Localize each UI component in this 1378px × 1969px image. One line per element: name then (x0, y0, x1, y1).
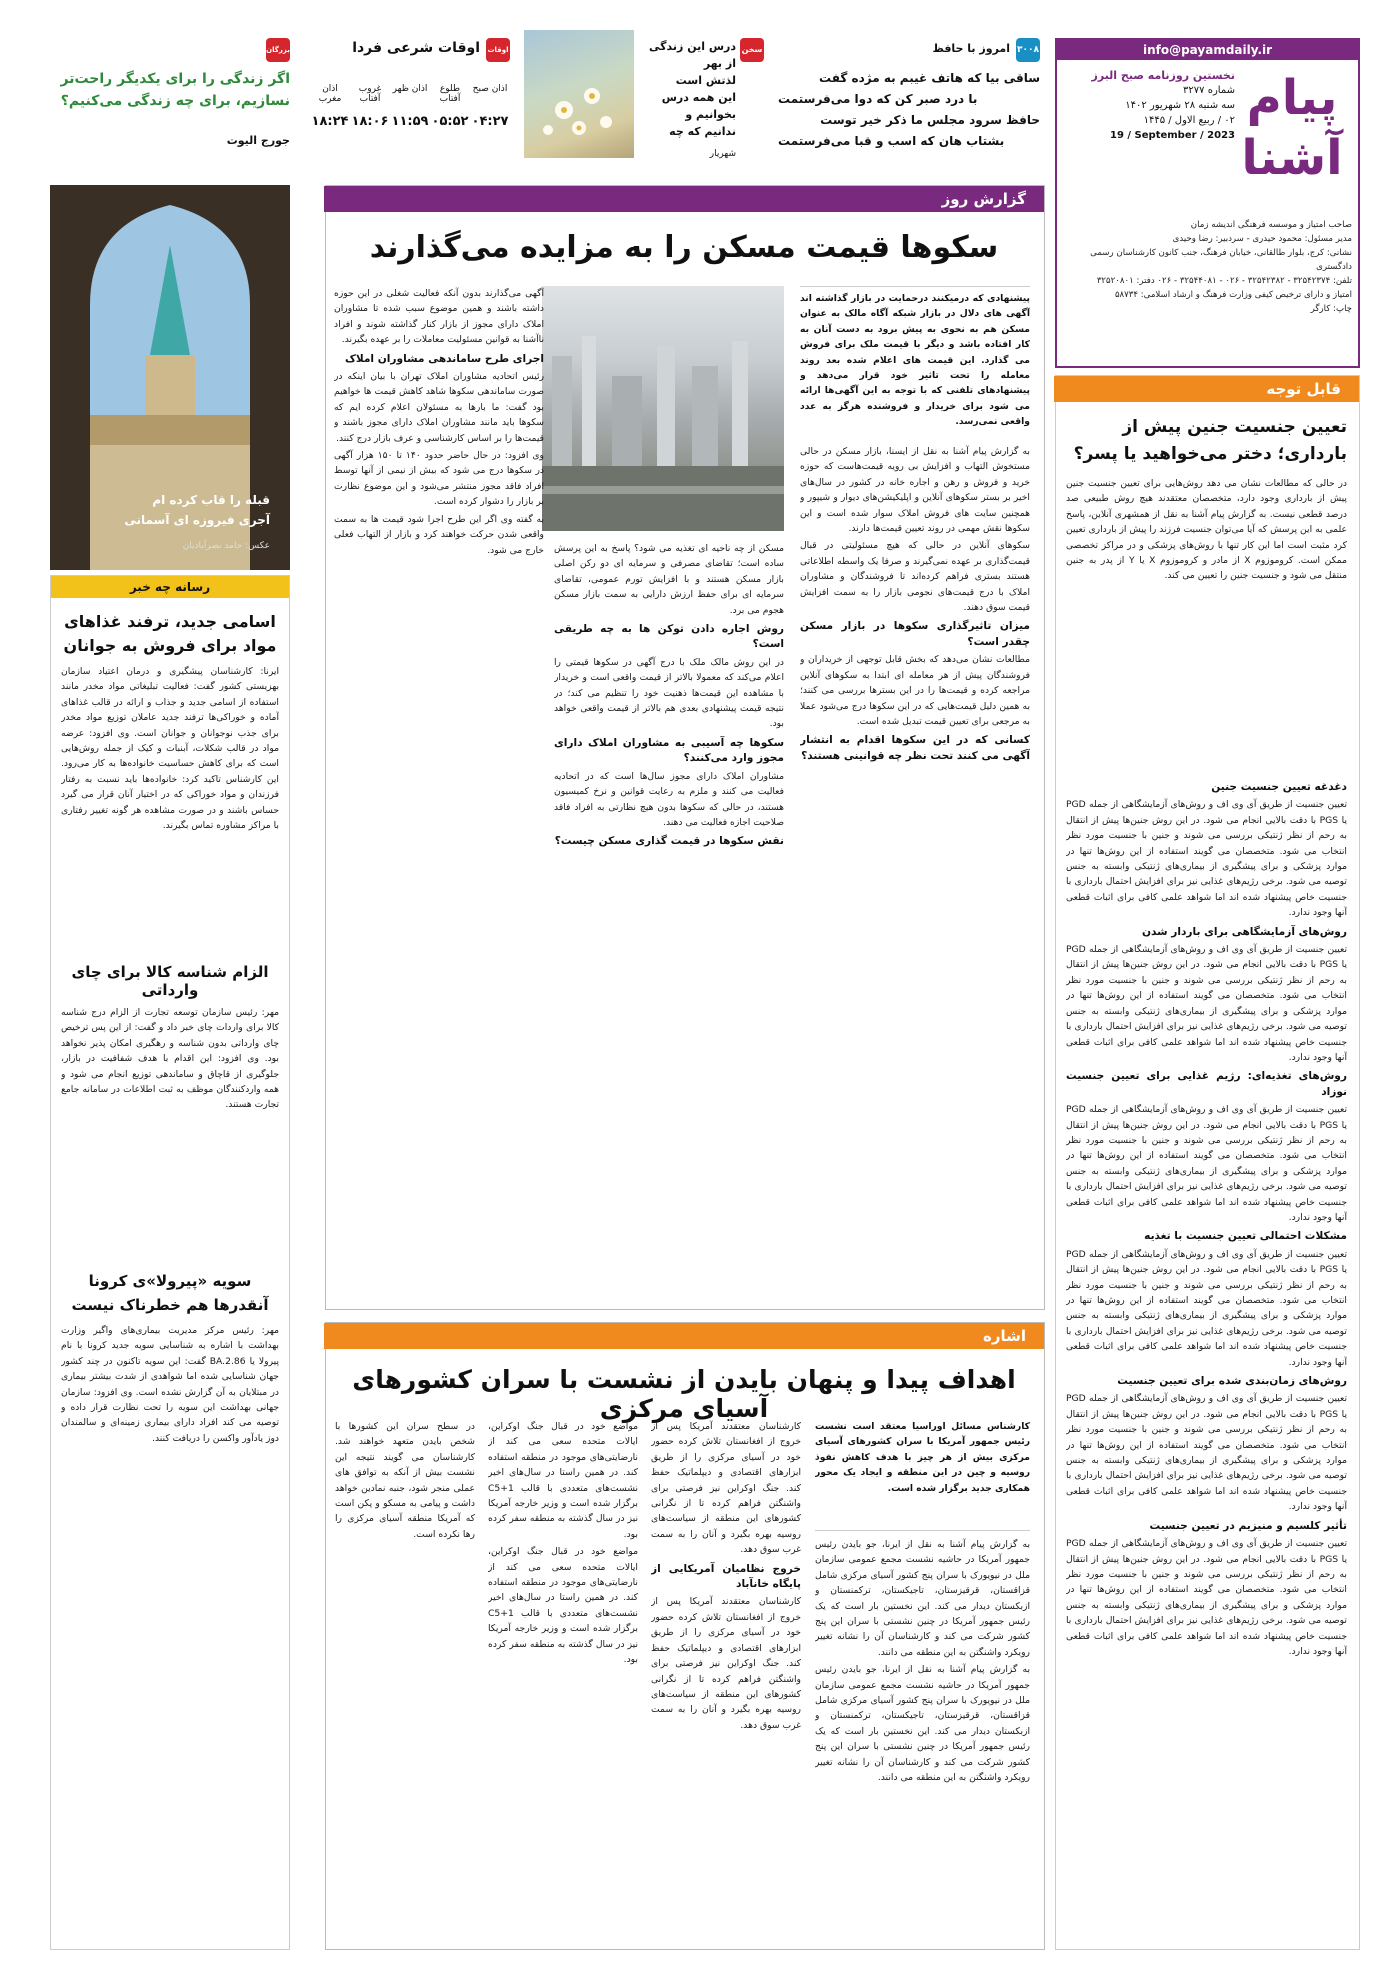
right-headline: تعیین جنسیت جنین پیش از بارداری؛ دختر می‌خواهید یا پسر؟ (1073, 417, 1347, 464)
prayer-badge: اوقات (486, 38, 510, 62)
poem-label: امروز با حافظ (932, 42, 1010, 55)
flower-icon (524, 30, 634, 158)
photo-frame (50, 185, 290, 570)
left-article-3-body: مهر: رئیس مرکز مدیریت بیماری‌های واگیر وزارت بهداشت با اشاره به شناسایی سویه جدید کرونا با نام پیرولا یا BA.2.86 گفت: این سویه تاکنون در چند کشور جهان شناسایی شده اما شواهدی از شدت بیشتر بیماری در مبتلایان به آن گزارش نشده است. وی افزود: سازمان جهانی بهداشت این سویه را تحت نظارت قرار داده و توصیه می کند افراد دارای بیماری زمینه‌ای و سالمندان دوز یادآور واکسن را دریافت کنند. (61, 1325, 279, 1444)
poem-badge: ۳۰۰۸ (1016, 38, 1040, 62)
quote-box (524, 30, 764, 158)
famous-quote-badge: بزرگان (266, 38, 290, 62)
right-body: در حالی که مطالعات نشان می دهد روش‌هایی برای تعیین جنسیت جنین پیش از بارداری وجود دارد، متخصصان معتقدند هیچ روش طبیعی صد درصد قطعی نیست. به گزارش پیام آشنا به نقل از همشهری آنلاین، پاسخ علمی به این پرسش که آیا می‌توان جنسیت فرزند را پیش از بارداری تعیین کرد مثبت است اما این کار تنها با روش‌های پزشکی و در مراکز تخصصی ممکن است. کروموزوم X از مادر و کروموزوم X یا Y از پدر به جنین منتقل می شود و جنسیت جنین را تعیین می کند. (1066, 478, 1347, 582)
flower-photo (524, 30, 634, 158)
bottom-headline: اهداف پیدا و پنهان بایدن از نشست با سران کشورهای آسیای مرکزی (352, 1365, 1016, 1423)
bottom-col-3: مواضع خود در قبال جنگ اوکراین، ایالات متحده سعی می کند از نارضایتی‌های موجود در منطقه استفاده کند. در همین راستا در سال‌های اخیر نشست‌های متعددی با قالب C5+1 برگزار شده است و وزیر خارجه آمریکا نیز در سال گذشته به منطقه سفر کرده بود. مواضع خود در قبال جنگ اوکراین، ایالات متحده سعی می کند از نارضایتی‌های موجود در منطقه استفاده کند. در همین راستا در سال‌های اخیر نشست‌های متعددی با قالب C5+1 برگزار شده است و وزیر خارجه آمریکا نیز در سال گذشته به منطقه سفر کرده بود. (488, 1421, 638, 1666)
tagline: نخستین روزنامه صبح البرز (1091, 69, 1235, 82)
quote-line: ندانیم که چه (669, 125, 736, 138)
left-news-column (50, 575, 290, 1950)
poem-line: حافظ سرود مجلس ما ذکر خیر توست (820, 113, 1040, 127)
photo-credit: عکس: حامد نصرآبادیان (182, 541, 270, 551)
bottom-col-4: در سطح سران این کشورها با شخص بایدن متعهد خواهند شد. کارشناسان می گویند نتیجه این نشست بیش از آنکه به توافق های عملی منجر شود، جنبه نمادین خواهد داشت و پیامی به مسکو و پکن است که آمریکا منطقه آسیای مرکزی را رها نکرده است. (335, 1421, 475, 1540)
prayer-label: طلوع آفتاب (439, 84, 461, 104)
prayer-title: اوقات شرعی فردا (352, 40, 480, 56)
famous-quote (50, 38, 290, 156)
logo: پیام آشنا (1241, 70, 1343, 186)
poem-line: با درد صبر کن که دوا می‌فرستمت (778, 92, 978, 106)
publisher-info: صاحب امتیاز و موسسه فرهنگی اندیشه زمان مدیر مسئول: محمود حیدری - سردبیر: رضا وحیدی نشانی: کرج، بلوار طالقانی، خیابان فرهنگ، جنب کانون کارشناسان رسمی دادگستری تلفن: ۳۲۵۴۲۳۷۴ - ۳۲۵۴۲۳۸۲ - ۰۲۶ - ۳۲۵۴۴۰۸۱ - ۰۲۶ دفتر: ۳۲۵۲۰۸۰۱ امتیاز و دارای ترخیص کیفی وزارت فرهنگ و ارشاد اسلامی: ۵۸۷۳۴ چاپ: کارگر (1090, 220, 1352, 314)
date-hijri: ۰۲ / ربیع الاول / ۱۴۴۵ (1143, 115, 1235, 126)
report-col-3: آگهی می‌گذارند بدون آنکه فعالیت شغلی در این حوزه داشته باشند و همین موضوع سبب شده تا مشاوران املاک دارای مجوز از بازار کنار گذاشته شوند و افراد ناآشنا به قوانین مسئولیت معاملات را بر عهده بگیرند. اجرای طرح ساماندهی مشاوران املاک رئیس اتحادیه مشاوران املاک تهران با بیان اینکه در صورت ساماندهی سکوها شاهد کاهش قیمت ها خواهیم بود گفت: ما بارها به مسئولان اعلام کرده ایم که سکوها باید مانند مشاوران املاک دارای مجوز باشند و قیمت‌ها را بر اساس کارشناسی و عرف بازار درج کنند. وی افزود: در حال حاضر حدود ۱۴۰ تا ۱۵۰ هزار آگهی در سکوها درج می شود که بیش از نیمی از آنها توسط افراد فاقد مجوز منتشر می‌شود و این موضوع نظارت بر بازار را دشوار کرده است. به گفته وی اگر این طرح اجرا شود قیمت ها به سمت واقعی شدن حرکت خواهند کرد و بازار از التهاب فعلی خارج می شود. (334, 288, 544, 556)
quote-line: درس این زندگی از بهر (649, 40, 736, 70)
report-col-1: به گزارش پیام آشنا به نقل از ایسنا، بازار مسکن در حالی مستخوش التهاب و افزایش بی رویه قیمت‌هاست که حوزه خرید و فروش و رهن و اجاره خانه در کشور در سال‌های اخیر بر بستر سکوهای آنلاین و اپلیکیشن‌های دیوار و شیپور و همچنین سایت های فروش املاک سوار شده است و این سکوها نقش مهمی در روند تعیین قیمت‌ها دارند. سکوهای آنلاین در حالی که هیچ مسئولیتی در قبال قیمت‌گذاری بر عهده نمی‌گیرند و صرفا یک واسطه اطلاعاتی هستند بستری فراهم کرده‌اند تا فروشندگان و مشاوران املاک با درج قیمت‌های نجومی بازار را به سمت افزایش قیمت سوق دهند. میزان تاثیرگذاری سکوها در بازار مسکن چقدر است؟ مطالعات نشان می‌دهد که بخش قابل توجهی از خریداران و فروشندگان پیش از هر معامله ای ابتدا به سکوهای آنلاین مراجعه کرده و قیمت‌ها را در این بسترها بررسی می کنند؛ به همین دلیل قیمت‌هایی که در این سکوها درج می‌شود عملا به مرجعی برای تعیین قیمت تبدیل شده است. کسانی که در این سکوها اقدام به انتشار آگهی می کنند تحت نظر چه قوانینی هستند؟ (800, 446, 1030, 762)
report-col-2: مسکن از چه ناحیه ای تغذیه می شود؟ پاسخ به این پرسش ساده است؛ تقاضای مصرفی و سرمایه ای دو رکن اصلی بازار مسکن هستند و با افزایش تورم عمومی، تقاضای سرمایه ای برای حفظ ارزش دارایی به سمت بازار مسکن هجوم می برد. روش اجاره دادن توکن ها به چه طریقی است؟ در این روش مالک ملک با درج آگهی در سکوها قیمتی را اعلام می‌کند که معمولا بالاتر از قیمت واقعی است و خریدار با مشاهده این قیمت‌ها ذهنیت خود را تنظیم می کند؛ در نتیجه قیمت پیشنهادی بعدی هم بالاتر از قیمت واقعی خواهد بود. سکوها چه آسیبی به مشاوران املاک دارای مجوز وارد می‌کنند؟ مشاوران املاک دارای مجوز سال‌ها است که در اتحادیه فعالیت می کنند و ملزم به رعایت قوانین و نرخ کمیسیون هستند، در حالی که سکوها بدون هیچ نظارتی به افراد فاقد صلاحیت اجازه فعالیت می دهند. نقش سکوها در قیمت گذاری مسکن چیست؟ (554, 543, 784, 848)
quote-line: این همه درس بخوانیم و (661, 91, 736, 121)
prayer-label: اذان مغرب (318, 84, 342, 104)
famous-quote-text: اگر زندگی را برای یکدیگر راحت‌تر نسازیم، برای چه زندگی می‌کنیم؟ (60, 71, 290, 109)
poem-line: بشتاب هان که اسب و قبا می‌فرستمت (778, 134, 1005, 148)
city-photo (542, 286, 784, 531)
right-body-2: دغدغه تعیین جنسیت جنین تعیین جنسیت از طریق آی وی اف و روش‌های آزمایشگاهی از جمله PGD یا PGS با دقت بالایی انجام می شود. در این روش جنین‌ها پیش از انتقال به رحم از نظر ژنتیکی بررسی می شوند و جنین با جنسیت مورد نظر انتخاب می شود. متخصصان می گویند استفاده از این روش‌ها تنها در موارد پزشکی و برای پیشگیری از بیماری‌های ژنتیکی وابسته به جنس توصیه می شود. برخی رژیم‌های غذایی نیز برای افزایش احتمال بارداری با جنسیت خاص پیشنهاد شده اند اما شواهد علمی کافی برای اثبات قطعی آنها وجود ندارد. روش‌های آزمایشگاهی برای باردار شدن تعیین جنسیت از طریق آی وی اف و روش‌های آزمایشگاهی از جمله PGD یا PGS با دقت بالایی انجام می شود. در این روش جنین‌ها پیش از انتقال به رحم از نظر ژنتیکی بررسی می شوند و جنین با جنسیت مورد نظر انتخاب می شود. متخصصان می گویند استفاده از این روش‌ها تنها در موارد پزشکی و برای پیشگیری از بیماری‌های ژنتیکی وابسته به جنس توصیه می شود. برخی رژیم‌های غذایی نیز برای افزایش احتمال بارداری با جنسیت خاص پیشنهاد شده اند اما شواهد علمی کافی برای اثبات قطعی آنها وجود ندارد. روش‌های تغذیه‌ای: رژیم غذایی برای تعیین جنسیت نوزاد تعیین جنسیت از طریق آی وی اف و روش‌های آزمایشگاهی از جمله PGD یا PGS با دقت بالایی انجام می شود. در این روش جنین‌ها پیش از انتقال به رحم از نظر ژنتیکی بررسی می شوند و جنین با جنسیت مورد نظر انتخاب می شود. متخصصان می گویند استفاده از این روش‌ها تنها در موارد پزشکی و برای پیشگیری از بیماری‌های ژنتیکی وابسته به جنس توصیه می شود. برخی رژیم‌های غذایی نیز برای افزایش احتمال بارداری با جنسیت خاص پیشنهاد شده اند اما شواهد علمی کافی برای اثبات قطعی آنها وجود ندارد. مشکلات احتمالی تعیین جنسیت با تغذیه تعیین جنسیت از طریق آی وی اف و روش‌های آزمایشگاهی از جمله PGD یا PGS با دقت بالایی انجام می شود. در این روش جنین‌ها پیش از انتقال به رحم از نظر ژنتیکی بررسی می شوند و جنین با جنسیت مورد نظر انتخاب می شود. متخصصان می گویند استفاده از این روش‌ها تنها در موارد پزشکی و برای پیشگیری از بیماری‌های ژنتیکی وابسته به جنس توصیه می شود. برخی رژیم‌های غذایی نیز برای افزایش احتمال بارداری با جنسیت خاص پیشنهاد شده اند اما شواهد علمی کافی برای اثبات قطعی آنها وجود ندارد. روش‌های زمان‌بندی شده برای تعیین جنسیت تعیین جنسیت از طریق آی وی اف و روش‌های آزمایشگاهی از جمله PGD یا PGS با دقت بالایی انجام می شود. در این روش جنین‌ها پیش از انتقال به رحم از نظر ژنتیکی بررسی می شوند و جنین با جنسیت مورد نظر انتخاب می شود. متخصصان می گویند استفاده از این روش‌ها تنها در موارد پزشکی و برای پیشگیری از بیماری‌های ژنتیکی وابسته به جنس توصیه می شود. برخی رژیم‌های غذایی نیز برای افزایش احتمال بارداری با جنسیت خاص پیشنهاد شده اند اما شواهد علمی کافی برای اثبات قطعی آنها وجود ندارد. تأثیر کلسیم و منیزیم در تعیین جنسیت تعیین جنسیت از طریق آی وی اف و روش‌های آزمایشگاهی از جمله PGD یا PGS با دقت بالایی انجام می شود. در این روش جنین‌ها پیش از انتقال به رحم از نظر ژنتیکی بررسی می شوند و جنین با جنسیت مورد نظر انتخاب می شود. متخصصان می گویند استفاده از این روش‌ها تنها در موارد پزشکی و برای پیشگیری از بیماری‌های ژنتیکی وابسته به جنس توصیه می شود. برخی رژیم‌های غذایی نیز برای افزایش احتمال بارداری با جنسیت خاص پیشنهاد شده اند اما شواهد علمی کافی برای اثبات قطعی آنها وجود ندارد. (1066, 781, 1347, 1657)
left-section-tab: رسانه چه خبر (51, 576, 289, 598)
photo-caption-1: قبله را قاب کرده ام (152, 493, 270, 507)
email-bar[interactable]: info@payamdaily.ir (1057, 40, 1358, 60)
main-report (325, 185, 1045, 1310)
poem-box (778, 38, 1040, 156)
right-section-tab: قابل توجه (1054, 376, 1359, 402)
bottom-lead: کارشناس مسائل اوراسیا معتقد است نشست رئیس جمهور آمریکا با سران کشورهای آسیای مرکزی بیش از هر چیز با هدف کاهش نفوذ روسیه و چین در این منطقه و ایجاد یک محور همکاری جدید برگزار شده است. (815, 1419, 1030, 1531)
prayer-value: ۱۸:۰۶ (351, 114, 389, 129)
quote-line: لذتش است (675, 74, 736, 87)
prayer-label: غروب آفتاب (358, 84, 382, 104)
report-headline: سکوها قیمت مسکن را به مزایده می‌گذارند (369, 230, 999, 265)
report-section-tab: گزارش روز (324, 186, 1044, 212)
date-persian: سه شنبه ۲۸ شهریور ۱۴۰۲ (1125, 100, 1235, 111)
quote-badge: سخن (740, 38, 764, 62)
masthead (1055, 38, 1360, 368)
issue-number: شماره ۳۲۷۷ (1183, 85, 1235, 96)
photo-caption-2: آجری فیروزه ای آسمانی (124, 513, 270, 527)
prayer-value: ۱۱:۵۹ (391, 114, 429, 129)
bottom-article (325, 1322, 1045, 1950)
left-article-2-body: مهر: رئیس سازمان توسعه تجارت از الزام درج شناسه کالا برای واردات چای خبر داد و گفت: از این پس ترخیص چای وارداتی بدون شناسه و رهگیری امکان پذیر نخواهد بود. وی افزود: این اقدام با هدف شفافیت در بازار، جلوگیری از قاچاق و ساماندهی توزیع انجام می شود و همه واردکنندگان موظف به ثبت اطلاعات در سامانه جامع تجارت هستند. (61, 1007, 279, 1111)
left-article-1-body: ایرنا: کارشناسان پیشگیری و درمان اعتیاد سازمان بهزیستی کشور گفت: فعالیت تبلیغاتی مواد مخدر مانند استفاده از اسامی جدید و جذاب و ارائه در قالب غذاهای آماده و خوراکی‌ها ترفند جدید عاملان توزیع مواد مخدر برای جذب نوجوانان و جوانان است. وی افزود: عرضه مواد در قالب شکلات، آبنبات و کیک از جمله روش‌هایی است که برای کاهش حساسیت خانواده‌ها به کار می‌رود. این کارشناس تاکید کرد: خانواده‌ها باید نسبت به رفتار فرزندان و مواد خوراکی که در اختیار آنان قرار می گیرد حساس باشند و در صورت مشاهده هر گونه تغییر رفتاری با مراکز مشاوره تماس بگیرند. (61, 666, 279, 832)
prayer-value: ۱۸:۲۴ (311, 114, 349, 129)
prayer-value: ۰۴:۲۷ (471, 114, 509, 129)
left-article-2-title: الزام شناسه کالا برای چای وارداتی (71, 963, 269, 999)
poem-line: ساقی بیا که هاتف غیبم به مژده گفت (819, 71, 1040, 85)
city-skyline-icon (542, 286, 784, 531)
famous-quote-author: جورج الیوت (226, 134, 290, 147)
left-article-1-title: اسامی جدید، ترفند غذاهای مواد برای فروش به جوانان (63, 612, 277, 655)
bottom-col-1: به گزارش پیام آشنا به نقل از ایرنا، جو بایدن رئیس جمهور آمریکا در حاشیه نشست مجمع عمومی سازمان ملل در نیویورک با سران پنج کشور آسیای مرکزی شامل قزاقستان، قرقیزستان، تاجیکستان، ترکمنستان و ازبکستان دیدار می کند. این نخستین بار است که یک رئیس جمهور آمریکا در چنین نشستی با سران این پنج کشور شرکت می کند و کارشناسان آن را نشانه تغییر رویکرد واشنگتن به این منطقه می دانند. به گزارش پیام آشنا به نقل از ایرنا، جو بایدن رئیس جمهور آمریکا در حاشیه نشست مجمع عمومی سازمان ملل در نیویورک با سران پنج کشور آسیای مرکزی شامل قزاقستان، قرقیزستان، تاجیکستان، ترکمنستان و ازبکستان دیدار می کند. این نخستین بار است که یک رئیس جمهور آمریکا در چنین نشستی با سران این پنج کشور شرکت می کند و کارشناسان آن را نشانه تغییر رویکرد واشنگتن به این منطقه می دانند. (815, 1539, 1030, 1784)
quote-author: شهریار (709, 149, 736, 159)
prayer-label: اذان صبح (472, 84, 508, 94)
bottom-col-2: کارشناسان معتقدند آمریکا پس از خروج از افغانستان تلاش کرده حضور خود در آسیای مرکزی را از طریق ابزارهای اقتصادی و دیپلماتیک حفظ کند. جنگ اوکراین نیز فرصتی برای واشنگتن فراهم کرده تا از نگرانی کشورهای این منطقه از سیاست‌های روسیه بهره بگیرد و آنان را به سمت غرب سوق دهد. خروج نظامیان آمریکایی از پایگاه خانآباد کارشناسان معتقدند آمریکا پس از خروج از افغانستان تلاش کرده حضور خود در آسیای مرکزی را از طریق ابزارهای اقتصادی و دیپلماتیک حفظ کند. جنگ اوکراین نیز فرصتی برای واشنگتن فراهم کرده تا از نگرانی کشورهای این منطقه از سیاست‌های روسیه بهره بگیرد و آنان را به سمت غرب سوق دهد. (651, 1421, 801, 1731)
left-article-3-title: سویه «پیرولا»ی کرونا آنقدرها هم خطرناک نیست (71, 1272, 269, 1314)
prayer-value: ۰۵:۵۲ (431, 114, 469, 129)
right-column (1055, 375, 1360, 1950)
prayer-times (310, 38, 510, 138)
report-lead: پیشنهادی که درمیکنند درحمایت در بازار گذاشته اند آگهی های دلال در بازار شبکه آگاه مالک به عنوان مسکن هم به نحوی به پیش برود به دست آنان به کار افتاده باشد و دیگر با قیمت ملک برای فروش می گذارد. این قیمت های اعلام شده بعد روند معامله را تحت تاثیر خود قرار می‌دهد و پیشنهادهای تلفنی که با توجه به این آگهی‌ها ارائه می شود برای خریدار و فروشنده هرگز به عدد واقعی نمی‌رسد. (800, 286, 1030, 436)
bottom-section-tab: اشاره (324, 1323, 1044, 1349)
prayer-label: اذان ظهر (392, 84, 428, 94)
date-english: 19 / September / 2023 (1110, 130, 1235, 141)
